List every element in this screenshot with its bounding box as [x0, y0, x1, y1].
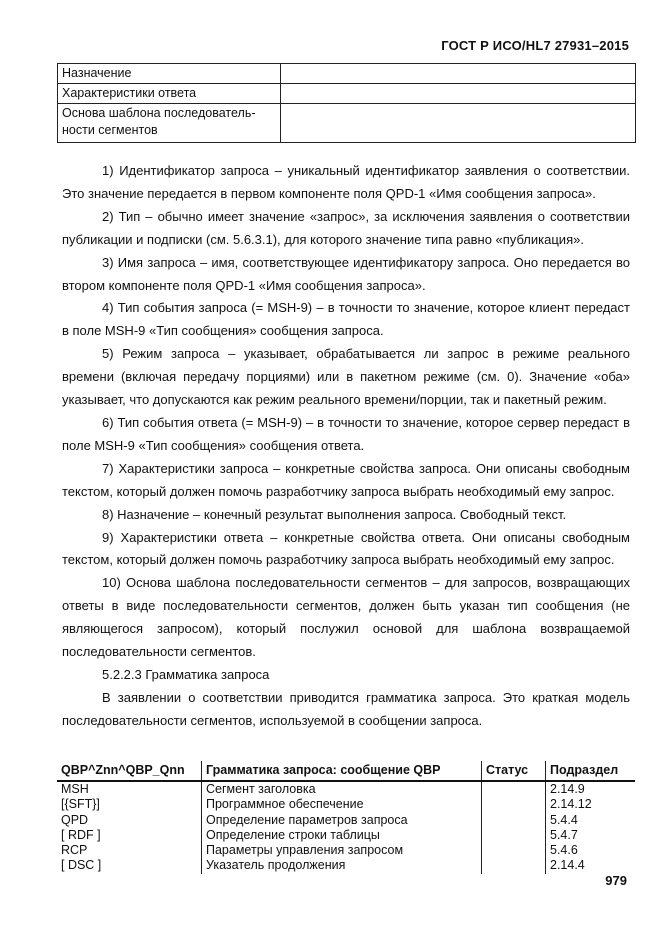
- table-row: [57, 813, 635, 828]
- table-cell: Основа шаблона последователь-ности сегментов: [58, 104, 281, 143]
- table-cell: 5.4.4: [546, 813, 636, 828]
- table-cell: 5.4.6: [546, 843, 636, 858]
- table-cell: 5.4.7: [546, 828, 636, 843]
- table-cell: [ DSC ]: [61, 858, 102, 873]
- table-row: [57, 828, 635, 843]
- column-header: Статус: [482, 761, 546, 781]
- column-header: Подраздел: [546, 761, 636, 781]
- table-row: [58, 84, 636, 104]
- table-cell: [ RDF ]: [61, 827, 101, 842]
- table-row: [57, 858, 635, 873]
- table-cell: [482, 843, 546, 858]
- table-cell: 2.14.9: [546, 781, 636, 797]
- paragraph: В заявлении о соответствии приводится грамматика запроса. Это краткая модель последовательности сегментов, используемой в сообщении запроса.: [62, 689, 630, 728]
- table-header-row: [57, 761, 635, 781]
- table-cell: [482, 813, 546, 828]
- table-row: [57, 781, 635, 797]
- column-header: Грамматика запроса: сообщение QBP: [202, 761, 482, 781]
- table-cell: [{SFT}]: [61, 797, 100, 812]
- table-row: [57, 843, 635, 858]
- paragraph: 2) Тип – обычно имеет значение «запрос», за исключения заявления о соответствии публикации и подписки (см. 5.6.3.1), для которого значение типа равно «публикация».: [62, 208, 630, 247]
- table-row: [57, 797, 635, 812]
- query-grammar-table: [57, 761, 635, 874]
- document-header: ГОСТ Р ИСО/HL7 27931–2015: [441, 38, 629, 53]
- table-cell: Программное обеспечение: [202, 797, 482, 812]
- paragraph: 4) Тип события запроса (= MSH-9) – в точности то значение, которое клиент передаст в поле MSH-9 «Тип сообщения» сообщения запроса.: [62, 300, 630, 339]
- table-cell: Характеристики ответа: [58, 84, 281, 104]
- table-cell: [281, 104, 636, 143]
- table-cell: Назначение: [58, 64, 281, 84]
- section-heading: 5.2.2.3 Грамматика запроса: [102, 666, 270, 682]
- table-cell: Указатель продолжения: [202, 858, 482, 873]
- table-cell: RCP: [61, 843, 88, 858]
- paragraph: 3) Имя запроса – имя, соответствующее идентификатору запроса. Оно передается во втором компоненте поля QPD-1 «Имя сообщения запроса».: [62, 254, 630, 293]
- paragraph: 1) Идентификатор запроса – уникальный идентификатор заявления о соответствии. Это значение передается в первом компоненте поля QPD-1 «Имя сообщения запроса».: [62, 163, 630, 201]
- table-cell: [482, 781, 546, 797]
- table-cell: Определение параметров запроса: [202, 813, 482, 828]
- table-cell: 2.14.12: [546, 797, 636, 812]
- paragraph: 9) Характеристики ответа – конкретные свойства ответа. Они описаны свободным текстом, который должен помочь разработчику запроса выбрать необходимый ему запрос.: [62, 529, 630, 568]
- paragraph: 10) Основа шаблона последовательности сегментов – для запросов, возвращающих ответы в виде последовательности сегментов, должен быть указан тип сообщения (не являющегося запросом), который послужил основой для шаблона возвращаемой последовательности сегментов.: [62, 575, 630, 660]
- table-cell: [482, 858, 546, 873]
- table-cell: MSH: [61, 782, 89, 796]
- table-cell: 2.14.4: [546, 858, 636, 873]
- table-row: [58, 104, 636, 143]
- body-text: [62, 160, 630, 733]
- properties-table: [57, 63, 636, 143]
- paragraph: 7) Характеристики запроса – конкретные свойства запроса. Они описаны свободным текстом, который должен помочь разработчику запроса выбрать необходимый ему запрос.: [62, 460, 630, 499]
- column-header: QBP^Znn^QBP_Qnn: [57, 761, 202, 781]
- table-cell: [281, 84, 636, 104]
- paragraph: 6) Тип события ответа (= MSH-9) – в точности то значение, которое сервер передаст в поле MSH-9 «Тип сообщения» сообщения ответа.: [62, 414, 630, 453]
- table-row: [58, 64, 636, 84]
- paragraph: 8) Назначение – конечный результат выполнения запроса. Свободный текст.: [102, 506, 567, 522]
- table-cell: [482, 797, 546, 812]
- table-cell: Сегмент заголовка: [202, 781, 482, 797]
- table-cell: QPD: [61, 812, 89, 827]
- paragraph: 5) Режим запроса – указывает, обрабатывается ли запрос в режиме реального времени (включая передачу порциями) или в пакетном режиме (см. 0). Значение «оба» указывает, что допускаются как режим реального времени/порции, так и пакетный режим.: [62, 346, 630, 408]
- page-number: 979: [605, 873, 627, 888]
- table-cell: Определение строки таблицы: [202, 828, 482, 843]
- table-cell: Параметры управления запросом: [202, 843, 482, 858]
- table-cell: [281, 64, 636, 84]
- table-cell: [482, 828, 546, 843]
